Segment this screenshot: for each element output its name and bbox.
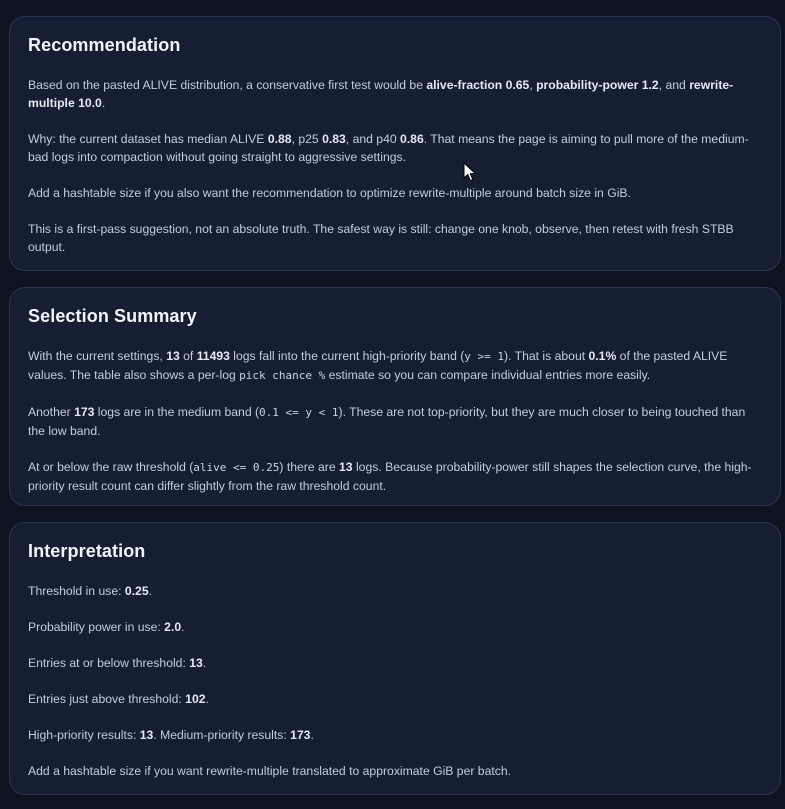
text: . — [202, 656, 207, 670]
percent-value: 0.1% — [588, 349, 617, 363]
power-value: 2.0 — [164, 620, 182, 634]
threshold-line — [28, 582, 762, 600]
text: With the current settings, — [28, 349, 167, 363]
label: Probability power in use: — [28, 620, 165, 634]
text: , and p40 — [345, 132, 401, 146]
high-count-value: 13 — [166, 349, 180, 363]
recommendation-paragraph-4: This is a first-pass suggestion, not an absolute truth. The safest way is still: change one knob, observe, then retest with fresh STBB output. — [28, 222, 734, 254]
text: , — [529, 78, 537, 92]
text: of — [179, 349, 197, 363]
mouse-cursor-icon — [463, 162, 477, 182]
threshold-count-value: 13 — [339, 460, 353, 474]
text: . — [310, 728, 314, 742]
text: ) there are — [279, 460, 340, 474]
selection-summary-paragraph-1 — [28, 347, 762, 385]
median-value: 0.88 — [267, 132, 292, 146]
text: logs. Because probability-power still shapes the selection curve, the high-priority result count can differ slightly from the raw threshold count. — [28, 460, 752, 493]
total-count-value: 11493 — [196, 349, 230, 363]
text: ). That is about — [504, 349, 589, 363]
selection-summary-card — [9, 287, 781, 506]
label: Threshold in use: — [28, 584, 125, 598]
text: , and — [658, 78, 690, 92]
probability-power-value: probability-power 1.2 — [536, 78, 659, 92]
interpretation-card — [9, 522, 781, 795]
recommendation-card — [9, 16, 781, 271]
entries-above-value: 102 — [185, 692, 206, 706]
alive-fraction-value: alive-fraction 0.65 — [426, 78, 530, 92]
recommendation-paragraph-2 — [28, 130, 762, 166]
medium-count-value: 173 — [74, 405, 95, 419]
medium-priority-value: 173 — [290, 728, 311, 742]
pick-chance-code: pick chance % — [239, 369, 326, 382]
selection-summary-paragraph-2 — [28, 403, 762, 440]
text: At or below the raw threshold ( — [28, 460, 194, 474]
interpretation-title: Interpretation — [28, 541, 146, 561]
entries-below-value: 13 — [189, 656, 203, 670]
selection-summary-paragraph-3 — [28, 458, 762, 495]
p25-value: 0.83 — [322, 132, 346, 146]
text: Another — [28, 405, 75, 419]
high-band-expression: y >= 1 — [464, 350, 505, 363]
selection-summary-title: Selection Summary — [28, 306, 197, 326]
p40-value: 0.86 — [400, 132, 424, 146]
label: Entries just above threshold: — [28, 692, 186, 706]
priority-results-line — [28, 726, 762, 744]
entries-below-line — [28, 654, 762, 672]
text: Based on the pasted ALIVE distribution, a conservative first test would be — [28, 78, 427, 92]
text: . — [101, 96, 106, 110]
recommendation-paragraph-3: Add a hashtable size if you also want the recommendation to optimize rewrite-multiple around batch size in GiB. — [28, 186, 631, 200]
text: of the pasted ALIVE values. The table also shows a per-log — [28, 349, 728, 382]
text: . — [148, 584, 153, 598]
text: . — [181, 620, 185, 634]
power-line — [28, 618, 762, 636]
text: Why: the current dataset has median ALIVE — [28, 132, 268, 146]
text: . That means the page is aiming to pull more of the medium-bad logs into compaction without going straight to aggressive settings. — [28, 132, 749, 164]
threshold-value: 0.25 — [124, 584, 149, 598]
text: logs are in the medium band ( — [94, 405, 260, 419]
threshold-expression: alive <= 0.25 — [193, 461, 280, 474]
text: logs fall into the current high-priority band ( — [229, 349, 465, 363]
text: ). These are not top-priority, but they are much closer to being touched than the low band. — [28, 405, 746, 438]
entries-above-line — [28, 690, 762, 708]
text: , p25 — [291, 132, 323, 146]
recommendation-paragraph-1 — [28, 76, 762, 112]
rewrite-multiple-value: rewrite-multiple 10.0 — [28, 78, 734, 110]
recommendation-title: Recommendation — [28, 35, 181, 55]
text: . — [205, 692, 209, 706]
medium-band-expression: 0.1 <= y < 1 — [259, 406, 339, 419]
label: High-priority results: — [28, 728, 140, 742]
interpretation-footer: Add a hashtable size if you want rewrite-multiple translated to approximate GiB per batch. — [28, 764, 512, 778]
high-priority-value: 13 — [139, 728, 154, 742]
label: . Medium-priority results: — [153, 728, 291, 742]
label: Entries at or below threshold: — [28, 656, 190, 670]
text: estimate so you can compare individual entries more easily. — [325, 368, 651, 382]
